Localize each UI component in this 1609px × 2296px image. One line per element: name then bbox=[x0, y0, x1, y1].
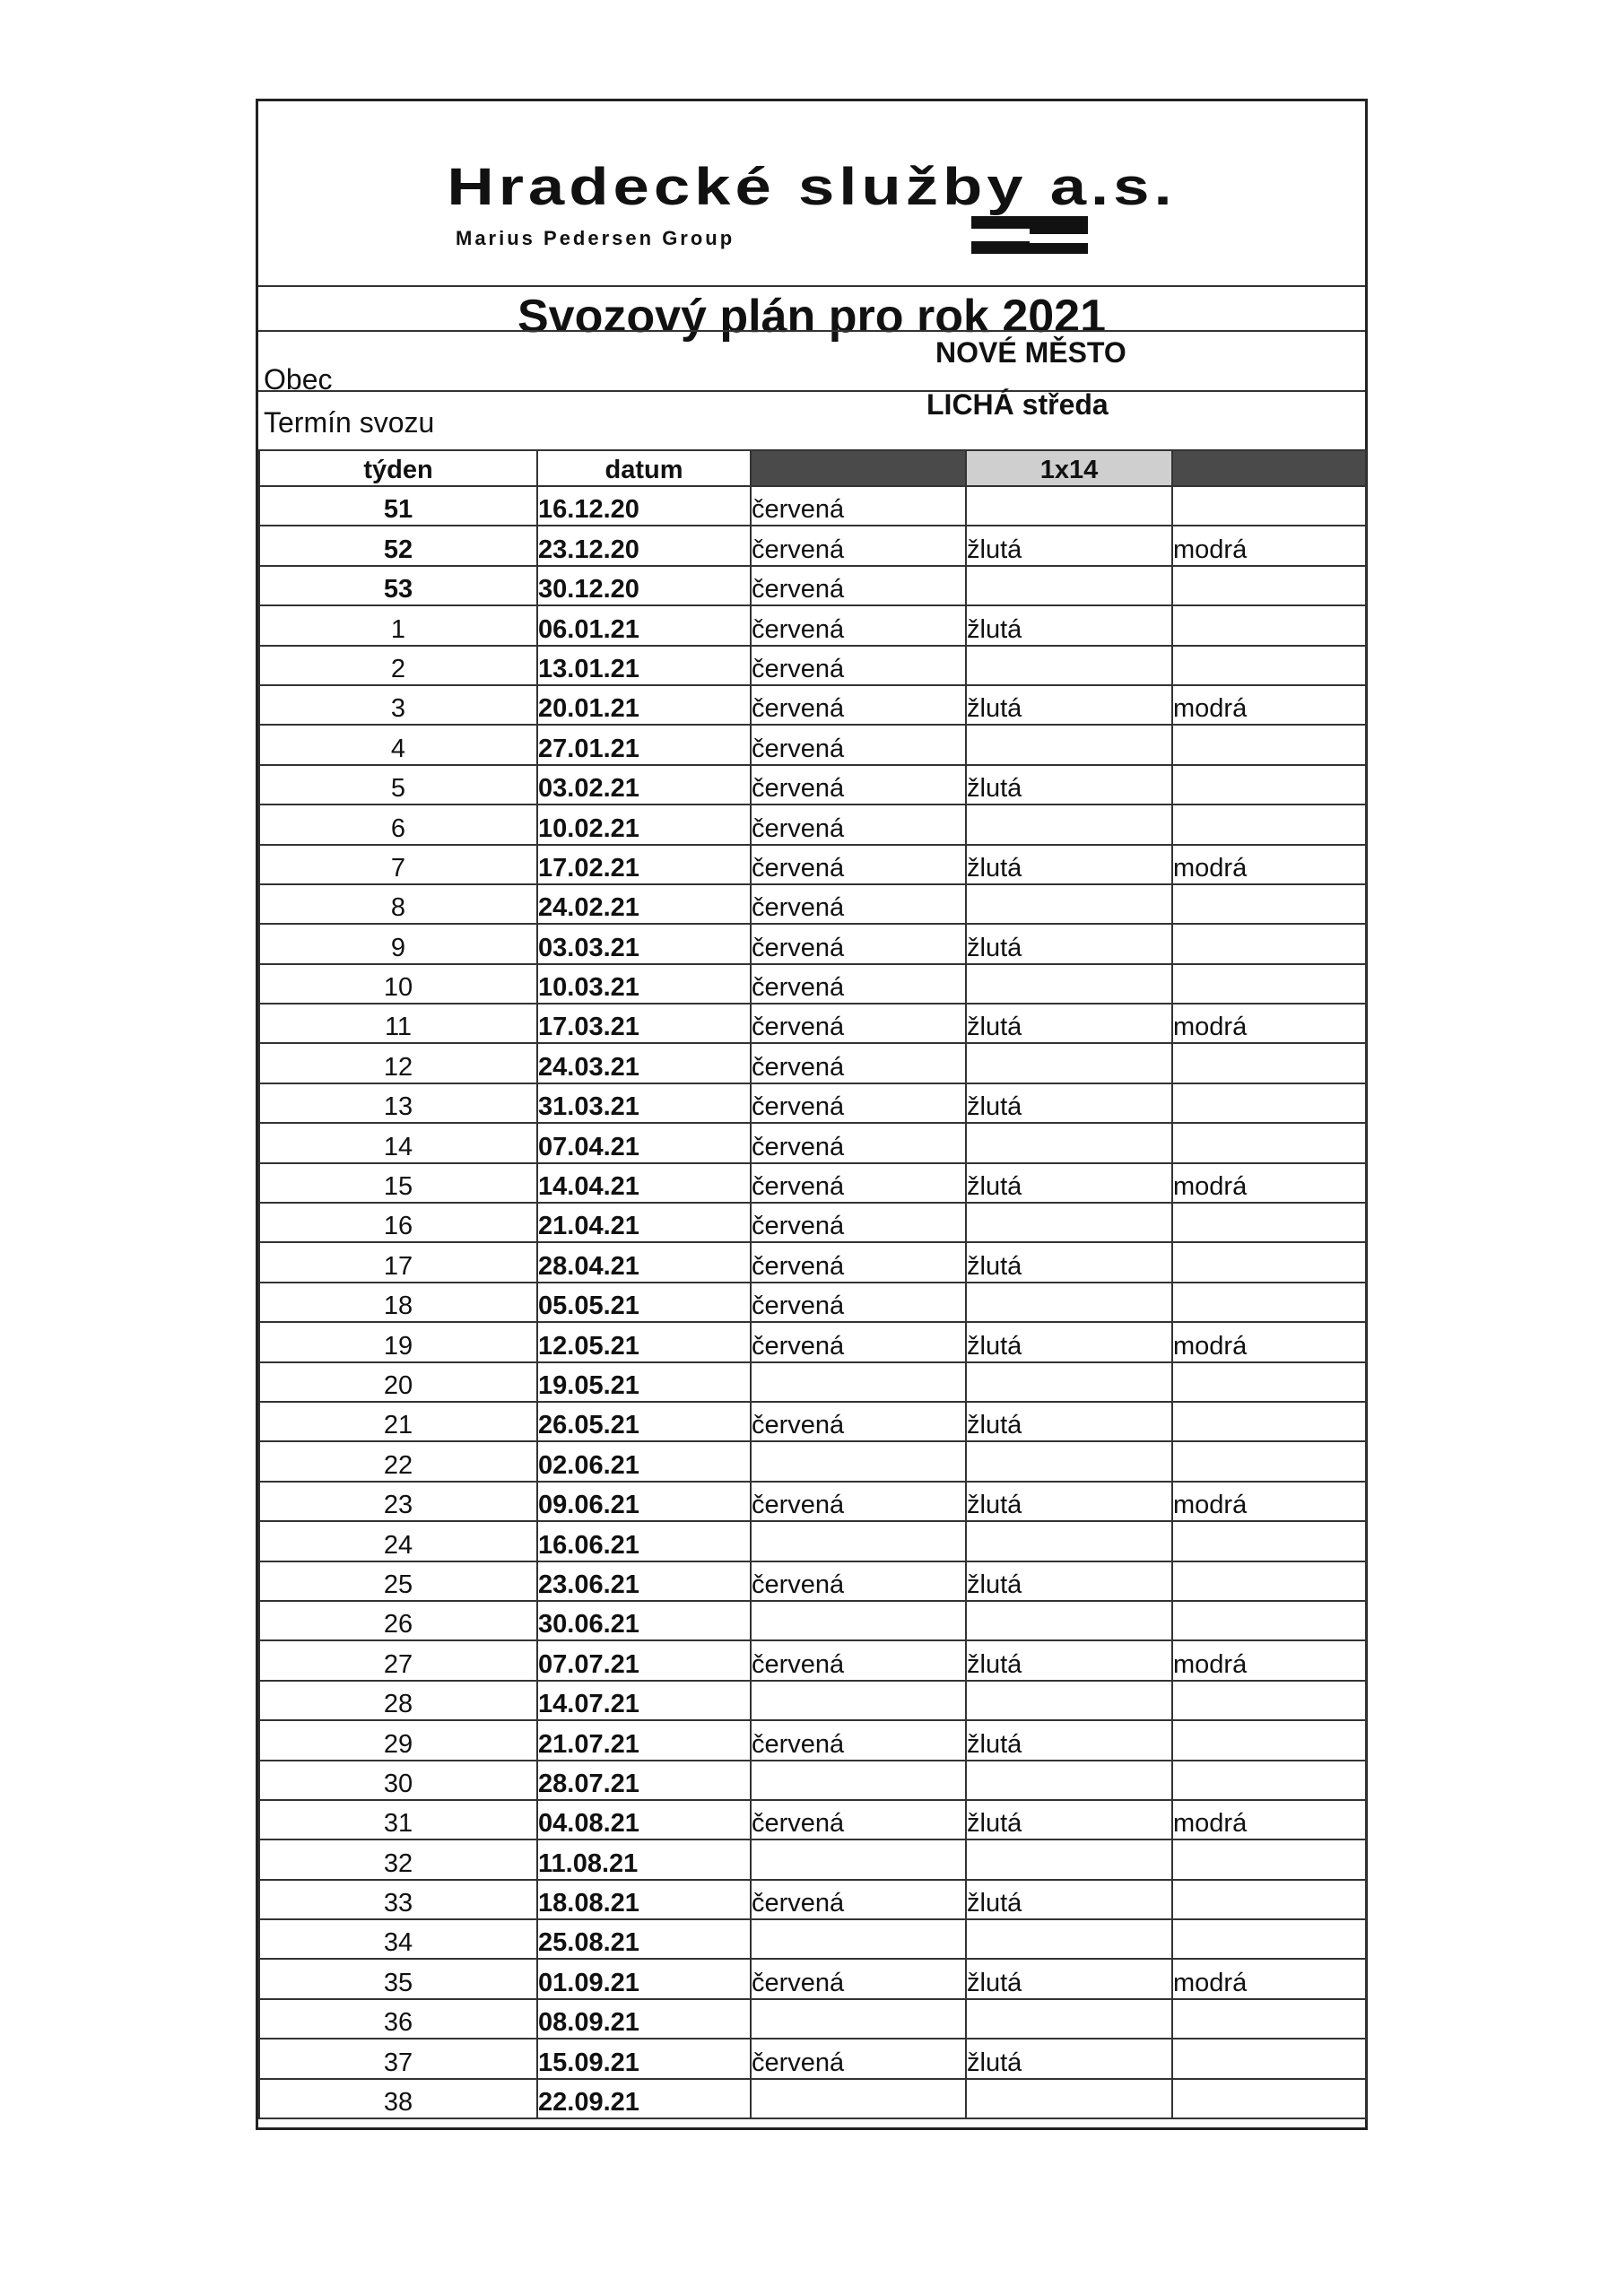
red-bin-cell: červená bbox=[751, 1242, 966, 1282]
blue-bin-cell: modrá bbox=[1172, 685, 1366, 725]
table-row bbox=[259, 2079, 1366, 2118]
week-cell: 12 bbox=[259, 1043, 537, 1083]
blue-bin-cell bbox=[1172, 1043, 1366, 1083]
blue-bin-cell: modrá bbox=[1172, 1482, 1366, 1521]
date-cell: 31.03.21 bbox=[537, 1083, 751, 1123]
blue-bin-cell bbox=[1172, 1083, 1366, 1123]
blue-bin-cell bbox=[1172, 1839, 1366, 1879]
schedule-table bbox=[258, 449, 1367, 2119]
date-cell: 23.06.21 bbox=[537, 1561, 751, 1601]
date-cell: 16.06.21 bbox=[537, 1521, 751, 1561]
blue-bin-cell bbox=[1172, 1761, 1366, 1800]
table-row bbox=[259, 1521, 1366, 1561]
red-bin-cell bbox=[751, 1521, 966, 1561]
red-bin-cell: červená bbox=[751, 605, 966, 645]
blue-bin-cell bbox=[1172, 1362, 1366, 1402]
yellow-bin-cell: žlutá bbox=[966, 1083, 1172, 1123]
week-cell: 8 bbox=[259, 884, 537, 924]
red-bin-cell: červená bbox=[751, 685, 966, 725]
yellow-bin-cell bbox=[966, 964, 1172, 1004]
date-cell: 09.06.21 bbox=[537, 1482, 751, 1521]
blue-bin-cell bbox=[1172, 804, 1366, 844]
red-bin-cell: červená bbox=[751, 1203, 966, 1242]
date-cell: 14.04.21 bbox=[537, 1163, 751, 1203]
blue-bin-cell bbox=[1172, 2079, 1366, 2118]
red-bin-cell: červená bbox=[751, 1800, 966, 1839]
blue-bin-cell bbox=[1172, 2039, 1366, 2078]
date-cell: 25.08.21 bbox=[537, 1919, 751, 1959]
obec-label: Obec bbox=[264, 363, 333, 396]
blue-bin-cell bbox=[1172, 1681, 1366, 1720]
blue-bin-cell bbox=[1172, 486, 1366, 526]
red-bin-cell bbox=[751, 1761, 966, 1800]
blue-bin-cell bbox=[1172, 1521, 1366, 1561]
week-cell: 28 bbox=[259, 1681, 537, 1720]
table-row bbox=[259, 1203, 1366, 1242]
red-bin-cell: červená bbox=[751, 526, 966, 565]
table-row bbox=[259, 1800, 1366, 1839]
table-row bbox=[259, 1123, 1366, 1162]
date-cell: 28.04.21 bbox=[537, 1242, 751, 1282]
yellow-bin-cell bbox=[966, 1362, 1172, 1402]
blue-bin-cell: modrá bbox=[1172, 845, 1366, 884]
table-row bbox=[259, 1640, 1366, 1680]
week-cell: 14 bbox=[259, 1123, 537, 1162]
date-cell: 23.12.20 bbox=[537, 526, 751, 565]
yellow-bin-cell bbox=[966, 1919, 1172, 1959]
week-cell: 7 bbox=[259, 845, 537, 884]
red-bin-cell: červená bbox=[751, 1004, 966, 1043]
week-cell: 24 bbox=[259, 1521, 537, 1561]
date-cell: 10.03.21 bbox=[537, 964, 751, 1004]
table-row bbox=[259, 1561, 1366, 1601]
yellow-bin-cell bbox=[966, 1441, 1172, 1481]
blue-bin-cell bbox=[1172, 924, 1366, 963]
week-cell: 26 bbox=[259, 1601, 537, 1640]
red-bin-cell bbox=[751, 1601, 966, 1640]
red-bin-cell: červená bbox=[751, 646, 966, 685]
red-bin-cell bbox=[751, 1839, 966, 1879]
blue-bin-cell: modrá bbox=[1172, 1004, 1366, 1043]
week-cell: 1 bbox=[259, 605, 537, 645]
week-cell: 36 bbox=[259, 1999, 537, 2039]
week-cell: 4 bbox=[259, 725, 537, 764]
yellow-bin-cell: žlutá bbox=[966, 1242, 1172, 1282]
yellow-bin-cell: žlutá bbox=[966, 1720, 1172, 1760]
yellow-bin-cell bbox=[966, 1123, 1172, 1162]
week-cell: 33 bbox=[259, 1880, 537, 1919]
week-cell: 32 bbox=[259, 1839, 537, 1879]
table-row bbox=[259, 685, 1366, 725]
date-cell: 04.08.21 bbox=[537, 1800, 751, 1839]
blue-bin-cell bbox=[1172, 1720, 1366, 1760]
table-row bbox=[259, 566, 1366, 605]
red-bin-cell: červená bbox=[751, 1322, 966, 1361]
yellow-bin-cell: žlutá bbox=[966, 1322, 1172, 1361]
table-row bbox=[259, 1720, 1366, 1760]
table-row bbox=[259, 964, 1366, 1004]
red-bin-cell: červená bbox=[751, 804, 966, 844]
week-cell: 16 bbox=[259, 1203, 537, 1242]
yellow-bin-cell bbox=[966, 486, 1172, 526]
red-bin-cell: červená bbox=[751, 1561, 966, 1601]
yellow-bin-cell: žlutá bbox=[966, 1402, 1172, 1441]
yellow-bin-cell bbox=[966, 1999, 1172, 2039]
red-bin-cell: červená bbox=[751, 2039, 966, 2078]
table-row bbox=[259, 1959, 1366, 1998]
week-cell: 20 bbox=[259, 1362, 537, 1402]
blue-bin-cell bbox=[1172, 1601, 1366, 1640]
blue-bin-cell bbox=[1172, 964, 1366, 1004]
table-row bbox=[259, 884, 1366, 924]
date-cell: 28.07.21 bbox=[537, 1761, 751, 1800]
red-bin-cell: červená bbox=[751, 486, 966, 526]
date-cell: 21.04.21 bbox=[537, 1203, 751, 1242]
date-cell: 30.12.20 bbox=[537, 566, 751, 605]
yellow-bin-cell: žlutá bbox=[966, 605, 1172, 645]
week-cell: 30 bbox=[259, 1761, 537, 1800]
date-cell: 03.02.21 bbox=[537, 765, 751, 804]
red-bin-cell: červená bbox=[751, 1043, 966, 1083]
yellow-bin-cell: žlutá bbox=[966, 845, 1172, 884]
blue-bin-cell bbox=[1172, 765, 1366, 804]
column-header-date: datum bbox=[537, 450, 751, 486]
date-cell: 27.01.21 bbox=[537, 725, 751, 764]
week-cell: 15 bbox=[259, 1163, 537, 1203]
date-cell: 07.04.21 bbox=[537, 1123, 751, 1162]
yellow-bin-cell: žlutá bbox=[966, 1640, 1172, 1680]
table-row bbox=[259, 1441, 1366, 1481]
red-bin-cell bbox=[751, 1919, 966, 1959]
blue-bin-cell bbox=[1172, 884, 1366, 924]
week-cell: 27 bbox=[259, 1640, 537, 1680]
date-cell: 11.08.21 bbox=[537, 1839, 751, 1879]
red-bin-cell: červená bbox=[751, 1640, 966, 1680]
table-row bbox=[259, 1242, 1366, 1282]
yellow-bin-cell bbox=[966, 804, 1172, 844]
week-cell: 53 bbox=[259, 566, 537, 605]
blue-bin-cell bbox=[1172, 1283, 1366, 1322]
red-bin-cell: červená bbox=[751, 1482, 966, 1521]
blue-bin-cell bbox=[1172, 725, 1366, 764]
date-cell: 17.02.21 bbox=[537, 845, 751, 884]
yellow-bin-cell: žlutá bbox=[966, 1163, 1172, 1203]
yellow-bin-cell bbox=[966, 1601, 1172, 1640]
week-cell: 2 bbox=[259, 646, 537, 685]
week-cell: 38 bbox=[259, 2079, 537, 2118]
date-cell: 01.09.21 bbox=[537, 1959, 751, 1998]
week-cell: 29 bbox=[259, 1720, 537, 1760]
table-row bbox=[259, 1004, 1366, 1043]
date-cell: 10.02.21 bbox=[537, 804, 751, 844]
termin-label: Termín svozu bbox=[264, 406, 435, 439]
yellow-bin-cell bbox=[966, 2079, 1172, 2118]
blue-bin-cell bbox=[1172, 1999, 1366, 2039]
yellow-bin-cell: žlutá bbox=[966, 765, 1172, 804]
blue-bin-cell bbox=[1172, 1441, 1366, 1481]
table-row bbox=[259, 1919, 1366, 1959]
table-row bbox=[259, 1880, 1366, 1919]
date-cell: 13.01.21 bbox=[537, 646, 751, 685]
yellow-bin-cell: žlutá bbox=[966, 1004, 1172, 1043]
column-header-week: týden bbox=[259, 450, 537, 486]
table-row bbox=[259, 1402, 1366, 1441]
blue-bin-cell bbox=[1172, 1402, 1366, 1441]
red-bin-cell: červená bbox=[751, 964, 966, 1004]
blue-bin-cell bbox=[1172, 1203, 1366, 1242]
week-cell: 35 bbox=[259, 1959, 537, 1998]
red-bin-cell: červená bbox=[751, 765, 966, 804]
table-row bbox=[259, 1839, 1366, 1879]
table-row bbox=[259, 1362, 1366, 1402]
table-row bbox=[259, 1482, 1366, 1521]
company-header bbox=[258, 101, 1365, 287]
company-name: Hradecké služby a.s. bbox=[447, 158, 1177, 216]
yellow-bin-cell bbox=[966, 725, 1172, 764]
week-cell: 17 bbox=[259, 1242, 537, 1282]
date-cell: 02.06.21 bbox=[537, 1441, 751, 1481]
yellow-bin-cell bbox=[966, 1839, 1172, 1879]
yellow-bin-cell: žlutá bbox=[966, 1561, 1172, 1601]
blue-bin-cell: modrá bbox=[1172, 1640, 1366, 1680]
date-cell: 06.01.21 bbox=[537, 605, 751, 645]
red-bin-cell: červená bbox=[751, 1283, 966, 1322]
date-cell: 03.03.21 bbox=[537, 924, 751, 963]
column-header-red bbox=[751, 450, 966, 486]
date-cell: 05.05.21 bbox=[537, 1283, 751, 1322]
week-cell: 3 bbox=[259, 685, 537, 725]
date-cell: 22.09.21 bbox=[537, 2079, 751, 2118]
week-cell: 9 bbox=[259, 924, 537, 963]
yellow-bin-cell bbox=[966, 1761, 1172, 1800]
table-row bbox=[259, 1043, 1366, 1083]
table-row bbox=[259, 1601, 1366, 1640]
week-cell: 23 bbox=[259, 1482, 537, 1521]
red-bin-cell: červená bbox=[751, 1959, 966, 1998]
week-cell: 11 bbox=[259, 1004, 537, 1043]
yellow-bin-cell: žlutá bbox=[966, 1800, 1172, 1839]
week-cell: 21 bbox=[259, 1402, 537, 1441]
blue-bin-cell: modrá bbox=[1172, 1322, 1366, 1361]
red-bin-cell bbox=[751, 1362, 966, 1402]
red-bin-cell bbox=[751, 1999, 966, 2039]
blue-bin-cell bbox=[1172, 1123, 1366, 1162]
date-cell: 19.05.21 bbox=[537, 1362, 751, 1402]
red-bin-cell: červená bbox=[751, 566, 966, 605]
yellow-bin-cell: žlutá bbox=[966, 526, 1172, 565]
week-cell: 52 bbox=[259, 526, 537, 565]
red-bin-cell: červená bbox=[751, 1163, 966, 1203]
blue-bin-cell: modrá bbox=[1172, 526, 1366, 565]
yellow-bin-cell: žlutá bbox=[966, 685, 1172, 725]
date-cell: 30.06.21 bbox=[537, 1601, 751, 1640]
yellow-bin-cell bbox=[966, 566, 1172, 605]
date-cell: 08.09.21 bbox=[537, 1999, 751, 2039]
red-bin-cell: červená bbox=[751, 1720, 966, 1760]
obec-value: NOVÉ MĚSTO bbox=[935, 336, 1126, 369]
red-bin-cell bbox=[751, 1441, 966, 1481]
table-row bbox=[259, 1083, 1366, 1123]
date-cell: 24.02.21 bbox=[537, 884, 751, 924]
divider bbox=[258, 390, 1365, 392]
week-cell: 18 bbox=[259, 1283, 537, 1322]
blue-bin-cell: modrá bbox=[1172, 1959, 1366, 1998]
table-row bbox=[259, 924, 1366, 963]
termin-value: LICHÁ středa bbox=[926, 388, 1109, 421]
blue-bin-cell bbox=[1172, 566, 1366, 605]
red-bin-cell: červená bbox=[751, 1880, 966, 1919]
divider bbox=[258, 330, 1365, 332]
date-cell: 15.09.21 bbox=[537, 2039, 751, 2078]
yellow-bin-cell bbox=[966, 1681, 1172, 1720]
red-bin-cell bbox=[751, 2079, 966, 2118]
column-header-frequency: 1x14 bbox=[966, 450, 1172, 486]
column-header-blue bbox=[1172, 450, 1366, 486]
blue-bin-cell bbox=[1172, 1880, 1366, 1919]
red-bin-cell bbox=[751, 1681, 966, 1720]
date-cell: 21.07.21 bbox=[537, 1720, 751, 1760]
blue-bin-cell: modrá bbox=[1172, 1163, 1366, 1203]
table-row bbox=[259, 1999, 1366, 2039]
red-bin-cell: červená bbox=[751, 725, 966, 764]
yellow-bin-cell bbox=[966, 1283, 1172, 1322]
table-row bbox=[259, 2039, 1366, 2078]
week-cell: 31 bbox=[259, 1800, 537, 1839]
date-cell: 18.08.21 bbox=[537, 1880, 751, 1919]
yellow-bin-cell: žlutá bbox=[966, 1959, 1172, 1998]
week-cell: 5 bbox=[259, 765, 537, 804]
yellow-bin-cell: žlutá bbox=[966, 924, 1172, 963]
red-bin-cell: červená bbox=[751, 845, 966, 884]
table-row bbox=[259, 804, 1366, 844]
week-cell: 37 bbox=[259, 2039, 537, 2078]
week-cell: 25 bbox=[259, 1561, 537, 1601]
red-bin-cell: červená bbox=[751, 1402, 966, 1441]
blue-bin-cell bbox=[1172, 1561, 1366, 1601]
week-cell: 19 bbox=[259, 1322, 537, 1361]
yellow-bin-cell: žlutá bbox=[966, 1880, 1172, 1919]
date-cell: 14.07.21 bbox=[537, 1681, 751, 1720]
table-row bbox=[259, 1681, 1366, 1720]
week-cell: 34 bbox=[259, 1919, 537, 1959]
date-cell: 20.01.21 bbox=[537, 685, 751, 725]
table-row bbox=[259, 725, 1366, 764]
blue-bin-cell: modrá bbox=[1172, 1800, 1366, 1839]
red-bin-cell: červená bbox=[751, 884, 966, 924]
schedule-rows bbox=[259, 486, 1366, 2118]
red-bin-cell: červená bbox=[751, 1083, 966, 1123]
date-cell: 24.03.21 bbox=[537, 1043, 751, 1083]
week-cell: 51 bbox=[259, 486, 537, 526]
table-row bbox=[259, 1163, 1366, 1203]
week-cell: 6 bbox=[259, 804, 537, 844]
date-cell: 16.12.20 bbox=[537, 486, 751, 526]
yellow-bin-cell bbox=[966, 884, 1172, 924]
blue-bin-cell bbox=[1172, 1242, 1366, 1282]
table-row bbox=[259, 765, 1366, 804]
table-row bbox=[259, 605, 1366, 645]
table-row bbox=[259, 486, 1366, 526]
blue-bin-cell bbox=[1172, 605, 1366, 645]
yellow-bin-cell bbox=[966, 1043, 1172, 1083]
yellow-bin-cell: žlutá bbox=[966, 2039, 1172, 2078]
date-cell: 17.03.21 bbox=[537, 1004, 751, 1043]
date-cell: 26.05.21 bbox=[537, 1402, 751, 1441]
group-name: Marius Pedersen Group bbox=[456, 227, 735, 249]
yellow-bin-cell: žlutá bbox=[966, 1482, 1172, 1521]
week-cell: 13 bbox=[259, 1083, 537, 1123]
week-cell: 10 bbox=[259, 964, 537, 1004]
table-header-row bbox=[259, 450, 1366, 486]
red-bin-cell: červená bbox=[751, 924, 966, 963]
table-row bbox=[259, 1761, 1366, 1800]
week-cell: 22 bbox=[259, 1441, 537, 1481]
table-row bbox=[259, 646, 1366, 685]
yellow-bin-cell bbox=[966, 1521, 1172, 1561]
group-logo-icon bbox=[971, 216, 1088, 254]
blue-bin-cell bbox=[1172, 1919, 1366, 1959]
table-row bbox=[259, 845, 1366, 884]
date-cell: 07.07.21 bbox=[537, 1640, 751, 1680]
plan-title: Svozový plán pro rok 2021 bbox=[517, 291, 1107, 343]
schedule-sheet bbox=[256, 99, 1368, 2130]
table-row bbox=[259, 1322, 1366, 1361]
table-row bbox=[259, 526, 1366, 565]
blue-bin-cell bbox=[1172, 646, 1366, 685]
yellow-bin-cell bbox=[966, 1203, 1172, 1242]
red-bin-cell: červená bbox=[751, 1123, 966, 1162]
date-cell: 12.05.21 bbox=[537, 1322, 751, 1361]
yellow-bin-cell bbox=[966, 646, 1172, 685]
table-row bbox=[259, 1283, 1366, 1322]
